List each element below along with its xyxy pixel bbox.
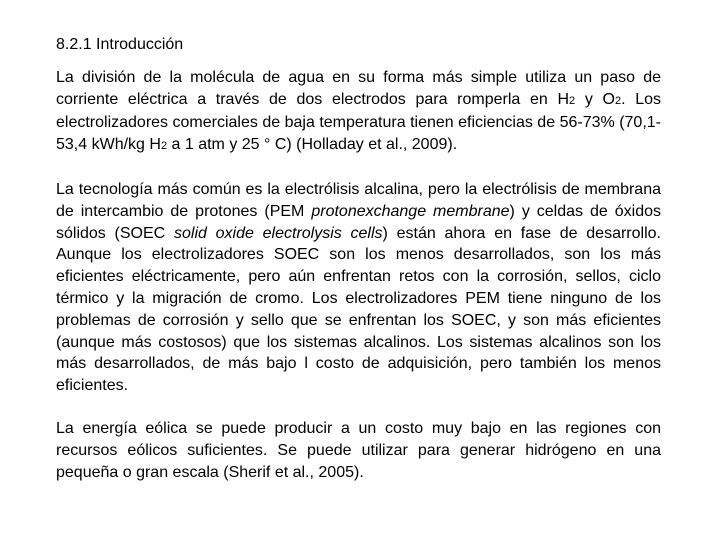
subscript-o2: 2	[614, 94, 622, 107]
paragraph-technology-text-a: La tecnología más común es la electrólisis alcalina, pero la electrólisis de membrana de intercambio de protones (PEM	[56, 180, 661, 220]
paragraph-wind-energy: La energía eólica se puede producir a un costo muy bajo en las regiones con recursos eólicos suficientes. Se puede utilizar para generar hidrógeno en una pequeña o gran escala (Sherif et al., 2005).	[56, 419, 661, 481]
term-soec: solid oxide electrolysis cells	[173, 224, 383, 242]
paragraph-intro-text-d: a 1 atm y 25 ° C) (Holladay et al., 2009).	[167, 136, 458, 154]
paragraph-intro-text-b: y O	[575, 90, 615, 108]
section-heading: 8.2.1 Introducción	[56, 36, 184, 53]
subscript-h2: 2	[569, 94, 576, 107]
paragraph-technology-text-c: ) están ahora en fase de desarrollo. Aunque los electrolizadores SOEC son los menos desarrollados, son los más eficientes eléctricamente, pero aún enfrentan retos con la corrosión, sellos, ciclo térmico y la migración de cromo. Los electrolizadores PEM tiene ninguno de los problemas de corrosión y sello que se enfrentan los SOEC, y son más eficientes (aunque más costosos) que los sistemas alcalinos. Los sistemas alcalinos son los más desarrollados, de más bajo l costo de adquisición, pero también los menos eficientes.	[56, 224, 661, 395]
paragraph-intro-text-a: La división de la molécula de agua en su forma más simple utiliza un paso de corriente eléctrica a través de dos electrodos para romperla en H	[56, 68, 661, 108]
paragraph-intro-text-c: . Los electrolizadores comerciales de baja temperatura tienen eficiencias de 56-73% (70,1-53,4 kWh/kg H	[56, 90, 661, 154]
subscript-h2-second: 2	[160, 140, 168, 153]
document-body	[56, 34, 661, 504]
paragraph-technology-text-b: ) y celdas de óxidos sólidos (SOEC	[56, 202, 661, 242]
paragraph-technology	[56, 179, 661, 397]
term-pem: protonexchange membrane	[311, 202, 510, 220]
paragraph-intro	[56, 67, 661, 158]
